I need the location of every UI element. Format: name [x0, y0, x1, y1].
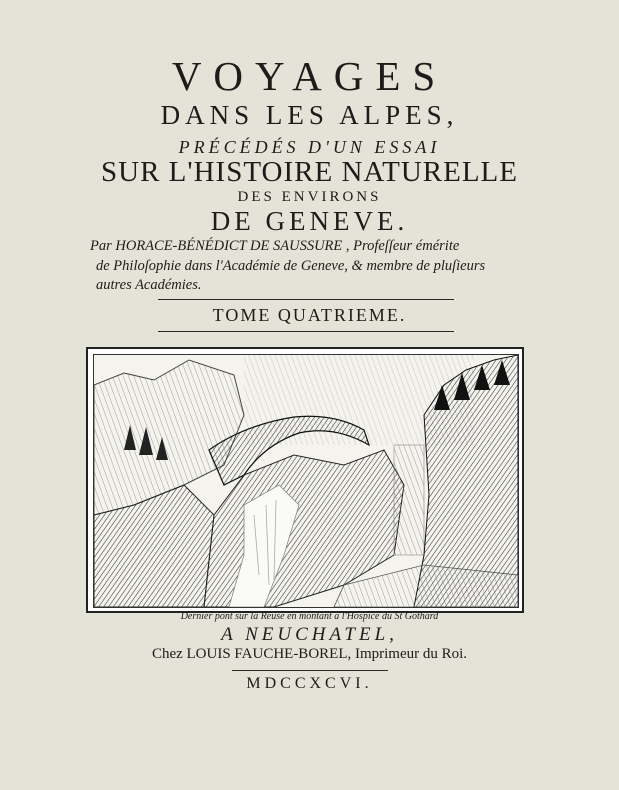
divider-bottom	[158, 331, 454, 332]
engraving-caption: Dernier pont sur la Reuse en montant a l'Hospice du St Gothard	[180, 611, 439, 622]
author-affiliation: de Philoſophie dans l'Académie de Geneve, & membre de pluſieurs	[96, 258, 486, 274]
title-voyages: VOYAGES	[171, 53, 448, 99]
title-precedes: PRÉCÉDÉS D'UN ESSAI	[178, 137, 441, 157]
engraving-frame	[86, 347, 524, 613]
engraving-bridge-waterfall-icon	[93, 354, 519, 608]
author-line: Par HORACE-BÉNÉDICT DE SAUSSURE , Profeſſeur émérite	[90, 238, 460, 254]
imprint-place: A NEUCHATEL,	[221, 624, 398, 645]
divider-imprint	[232, 670, 388, 671]
imprint-year: MDCCXCVI.	[246, 675, 373, 692]
title-geneve: DE GENEVE.	[210, 206, 409, 236]
imprint-publisher: Chez LOUIS FAUCHE-BOREL, Imprimeur du Roi.	[151, 646, 468, 662]
title-environs: DES ENVIRONS	[237, 189, 382, 205]
author-membership: autres Académies.	[96, 277, 202, 293]
title-histoire-naturelle: SUR L'HISTOIRE NATURELLE	[101, 156, 518, 188]
divider-top	[158, 299, 454, 300]
volume-label: TOME QUATRIEME.	[212, 305, 407, 325]
title-dans-les-alpes: DANS LES ALPES,	[160, 100, 459, 130]
